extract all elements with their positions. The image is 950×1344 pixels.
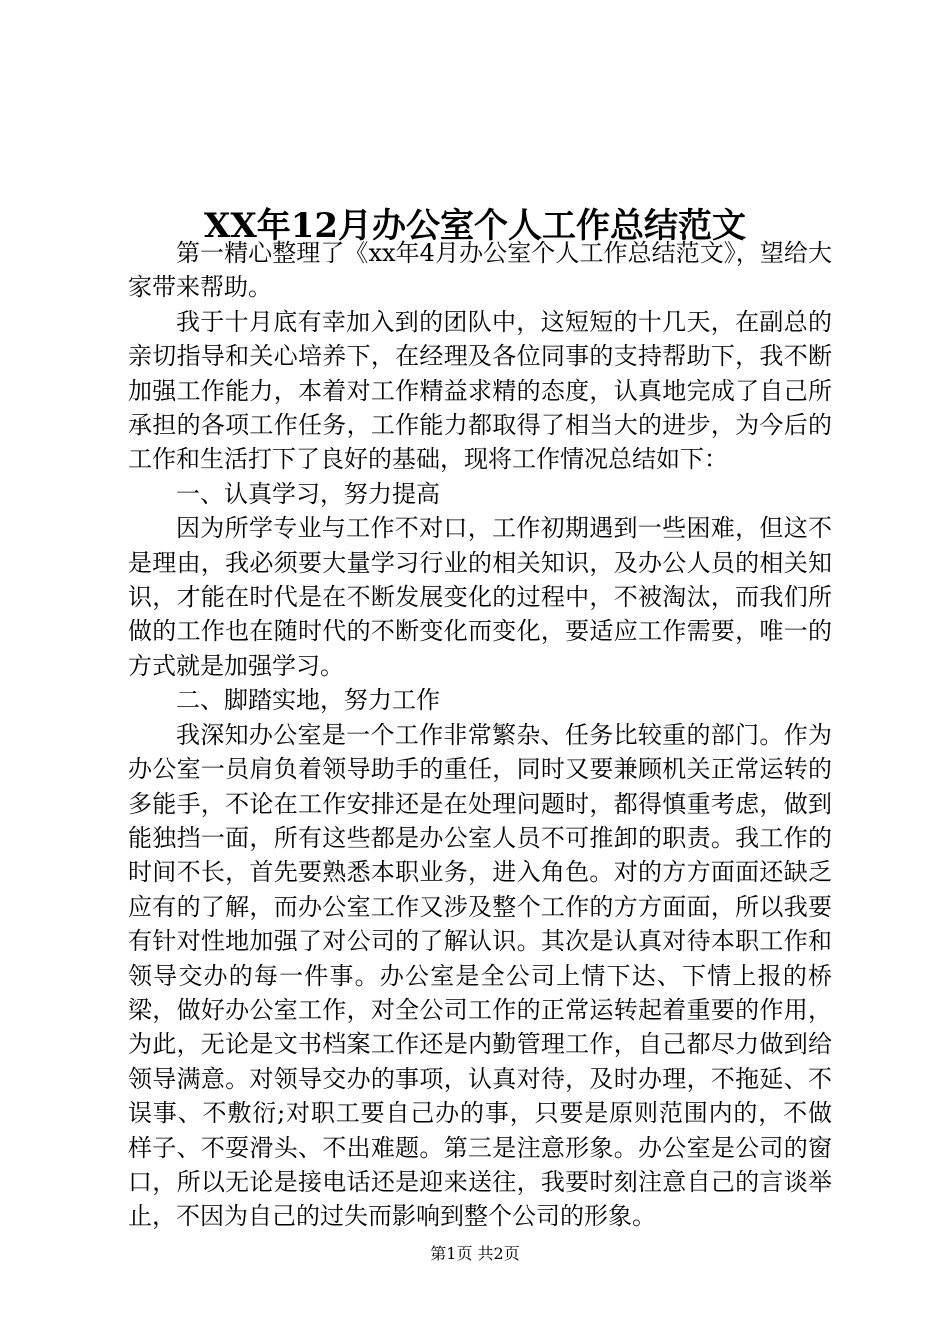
intro-paragraph: 第一精心整理了《xx年4月办公室个人工作总结范文》，望给大家带来帮助。 (128, 239, 832, 302)
document-title: XX年12月办公室个人工作总结范文 (203, 205, 747, 246)
section-paragraph-1: 因为所学专业与工作不对口，工作初期遇到一些困难，但这不是理由，我必须要大量学习行业的相关知识，及办公人员的相关知识，才能在时代是在不断发展变化的过程中，不被淘汰，而我们所做的工作也在随时代的不断变化而变化，要适应工作需要，唯一的方式就是加强学习。 (128, 514, 832, 680)
section-heading-2: 二、脚踏实地，努力工作 (176, 686, 440, 715)
section-heading-1: 一、认真学习，努力提高 (176, 479, 440, 508)
opening-paragraph: 我于十月底有幸加入到的团队中，这短短的十几天，在副总的亲切指导和关心培养下，在经理及各位同事的支持帮助下，我不断加强工作能力，本着对工作精益求精的态度，认真地完成了自己所承担的各项工作任务，工作能力都取得了相当大的进步，为今后的工作和生活打下了良好的基础，现将工作情况总结如下： (128, 307, 832, 474)
section-paragraph-2: 我深知办公室是一个工作非常繁杂、任务比较重的部门。作为办公室一员肩负着领导助手的重任，同时又要兼顾机关正常运转的多能手，不论在工作安排还是在处理问题时，都得慎重考虑，做到能独挡一面，所有这些都是办公室人员不可推卸的职责。我工作的时间不长，首先要熟悉本职业务，进入角色。对的方方面面还缺乏应有的了解，而办公室工作又涉及整个工作的方方面面，所以我要有针对性地加强了对公司的了解认识。其次是认真对待本职工作和领导交办的每一件事。办公室是全公司上情下达、下情上报的桥梁，做好办公室工作，对全公司工作的正常运转起着重要的作用，为此，无论是文书档案工作还是内勤管理工作，自己都尽力做到给领导满意。对领导交办的事项，认真对待，及时办理，不拖延、不误事、不敷衍;对职工要自己办的事，只要是原则范围内的，不做样子、不耍滑头、不出难题。第三是注意形象。办公室是公司的窗口，所以无论是接电话还是迎来送往，我要时刻注意自己的言谈举止，不因为自己的过失而影响到整个公司的形象。 (128, 720, 832, 1231)
document-body (128, 236, 832, 1234)
page-number-footer: 第1页 共2页 (430, 1244, 520, 1263)
